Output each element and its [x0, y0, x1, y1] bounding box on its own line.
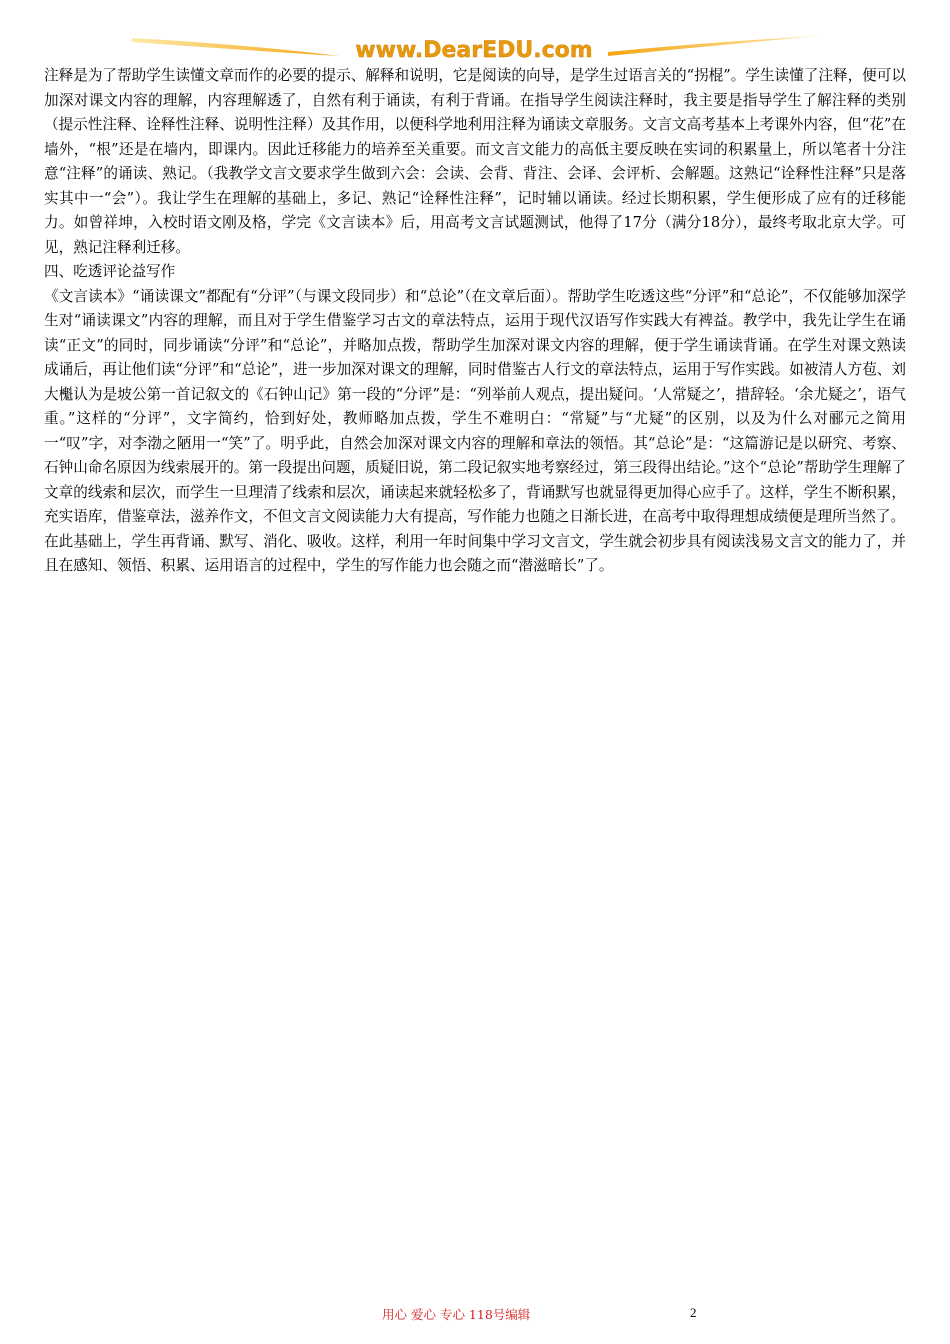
header-logo-banner: [0, 30, 950, 66]
paragraph-commentary: 《文言读本》“诵读课文”都配有“分评”（与课文段同步）和“总论”（在文章后面）。帮助学生吃透这些“分评”和“总论”，不仅能够加深学生对“诵读课文”内容的理解，而且对于学生借鉴学习古文的章法特点，运用于现代汉语写作实践大有裨益。教学中，我先让学生在诵读“正文”的同时，同步诵读“分评”和“总论”，并略加点拨，帮助学生加深对课文内容的理解，便于学生诵读背诵。在学生对课文熟读成诵后，再让他们读“分评”和“总论”，进一步加深对课文的理解，同时借鉴古人行文的章法特点，运用于写作实践。如被清人方苞、刘大櫆认为是坡公第一首记叙文的《石钟山记》第一段的“分评”是：“列举前人观点，提出疑问。‘人常疑之’，措辞轻。‘余尤疑之’，语气重。”这样的“分评”，文字简约，恰到好处，教师略加点拨，学生不难明白：“常疑”与“尤疑”的区别，以及为什么对郦元之简用一“叹”字，对李渤之陋用一“笑”了。明乎此，自然会加深对课文内容的理解和章法的领悟。其“总论”是：“这篇游记是以研究、考察、石钟山命名原因为线索展开的。第一段提出问题，质疑旧说，第二段记叙实地考察经过，第三段得出结论。”这个“总论”帮助学生理解了文章的线索和层次，而学生一旦理清了线索和层次，诵读起来就轻松多了，背诵默写也就显得更加得心应手了。这样，学生不断积累，充实语库，借鉴章法，滋养作文，不但文言文阅读能力大有提高，写作能力也随之日渐长进，在高考中取得理想成绩便是理所当然了。: [44, 287, 906, 525]
paragraph-annotation: 注释是为了帮助学生读懂文章而作的必要的提示、解释和说明，它是阅读的向导，是学生过语言关的“拐棍”。学生读懂了注释，便可以加深对课文内容的理解，内容理解透了，自然有利于诵读，有利于背诵。在指导学生阅读注释时，我主要是指导学生了解注释的类别（提示性注释、诠释性注释、说明性注释）及其作用，以便科学地利用注释为诵读文章服务。文言文高考基本上考课外内容，但“花”在墙外，“根”还是在墙内，即课内。因此迁移能力的培养至关重要。而文言文能力的高低主要反映在实词的积累量上，所以笔者十分注意“注释”的诵读、熟记。（我教学文言文要求学生做到六会：会读、会背、背注、会译、会评析、会解题。这熟记“诠释性注释”只是落实其中一“会”）。我让学生在理解的基础上，多记、熟记“诠释性注释”，记时辅以诵读。经过长期积累，学生便形成了应有的迁移能力。如曾祥坤，入校时语文刚及格，学完《文言读本》后，用高考文言试题测试，他得了17分（满分18分），最终考取北京大学。可见，熟记注释利迁移。: [44, 67, 906, 256]
logo-text: www.DearEDU.com: [355, 38, 593, 63]
paragraph-conclusion: 在此基础上，学生再背诵、默写、消化、吸收。这样，利用一年时间集中学习文言文，学生就会初步具有阅读浅易文言文的能力了，并且在感知、领悟、积累、运用语言的过程中，学生的写作能力也会随之而“潜滋暗长”了。: [44, 532, 906, 574]
page-number: 2: [690, 1305, 697, 1320]
document-body: [44, 64, 906, 579]
footer-editor-note: 用心 爱心 专心 118号编辑: [382, 1307, 531, 1322]
logo-swoosh-graphic: [0, 30, 950, 66]
section-heading: 四、吃透评论益写作: [44, 263, 176, 280]
right-swoosh: [608, 36, 818, 56]
left-swoosh: [132, 38, 340, 56]
